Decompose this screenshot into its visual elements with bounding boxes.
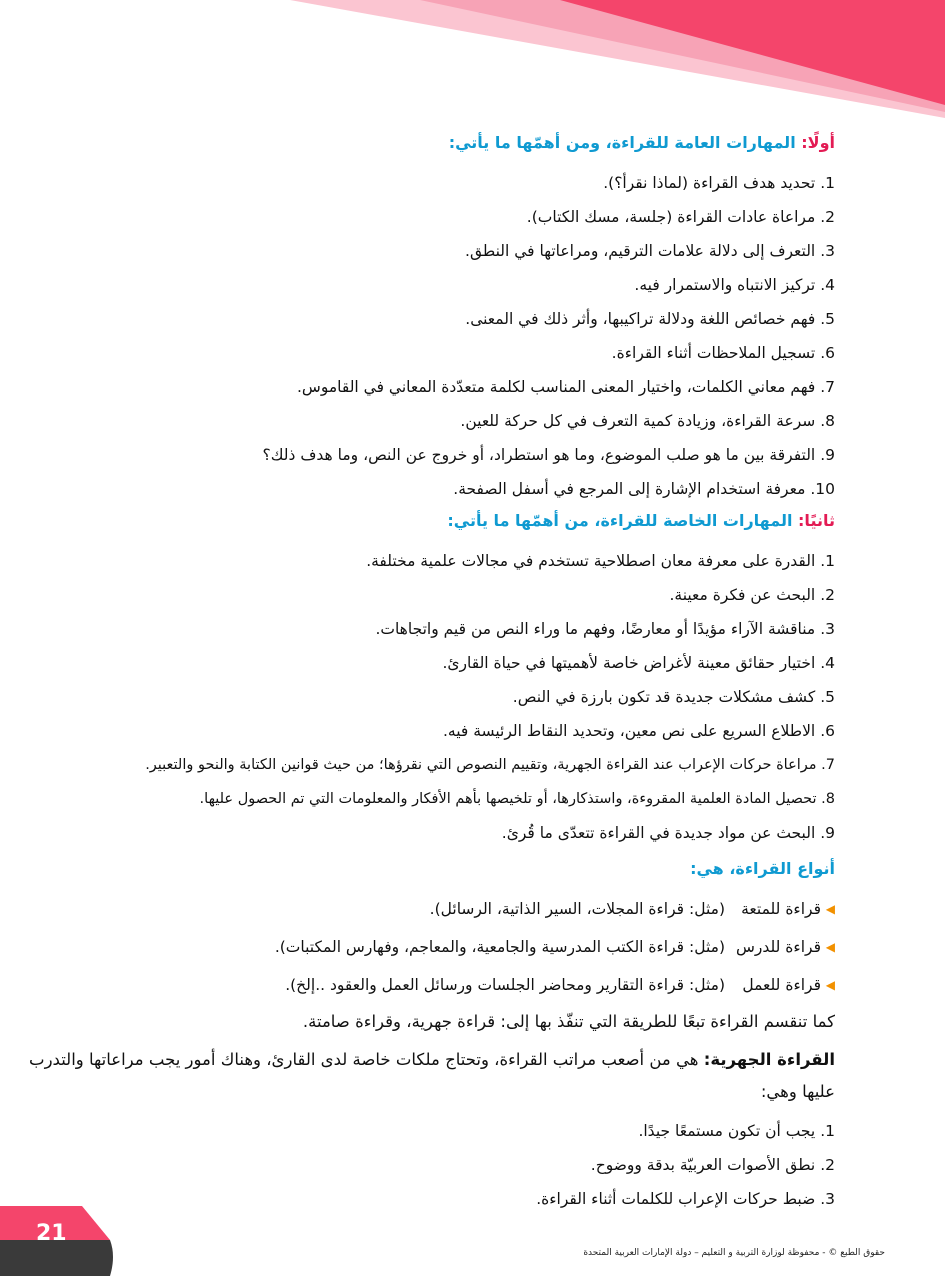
list-item: 7. فهم معاني الكلمات، واختيار المعنى المناسب لكلمة متعدّدة المعاني في القاموس. (296, 378, 835, 396)
list-item: 2. البحث عن فكرة معينة. (669, 586, 835, 604)
list-item: ◀ قراءة للمتعة(مثل: قراءة المجلات، السير الذاتية، الرسائل). (60, 890, 835, 928)
list-item: 9. البحث عن مواد جديدة في القراءة تتعدّى ما قُرئ. (501, 824, 835, 842)
footer-decoration (0, 1206, 945, 1276)
reading-types-list (60, 890, 835, 1004)
section-special-title: المهارات الخاصة للقراءة، من أهمّها ما يأتي: (447, 511, 793, 530)
list-item: 5. فهم خصائص اللغة ودلالة تراكيبها، وأثر ذلك في المعنى. (465, 310, 835, 328)
list-item: 1. القدرة على معرفة معان اصطلاحية تستخدم في مجالات علمية مختلفة. (366, 552, 835, 570)
loud-reading-lead: القراءة الجهرية: (703, 1050, 835, 1069)
triangle-bullet-icon: ◀ (825, 940, 835, 954)
reading-types-heading: أنواع القراءة، هي: (690, 859, 835, 878)
list-item: 5. كشف مشكلات جديدة قد تكون بارزة في النص. (512, 688, 835, 706)
list-item: 6. الاطلاع السريع على نص معين، وتحديد النقاط الرئيسة فيه. (442, 722, 835, 740)
loud-reading-text: هي من أصعب مراتب القراءة، وتحتاج ملكات خاصة لدى القارئ، وهناك أمور يجب مراعاتها والتدرب عليها وهي: (29, 1050, 835, 1101)
list-item: 2. نطق الأصوات العربيّة بدقة ووضوح. (590, 1156, 835, 1174)
triangle-bullet-icon: ◀ (825, 978, 835, 992)
loud-reading-list (60, 1114, 835, 1216)
split-sentence: كما تنقسم القراءة تبعًا للطريقة التي تنفّذ بها إلى: قراءة جهرية، وقراءة صامتة. (302, 1012, 835, 1031)
special-skills-list (60, 544, 835, 850)
section-general-title: المهارات العامة للقراءة، ومن أهمّها ما يأتي: (448, 133, 796, 152)
list-item: 6. تسجيل الملاحظات أثناء القراءة. (611, 344, 835, 362)
page-content (29, 128, 835, 1216)
list-item: 2. مراعاة عادات القراءة (جلسة، مسك الكتاب). (526, 208, 835, 226)
loud-reading-paragraph (10, 1044, 835, 1108)
list-item: 7. مراعاة حركات الإعراب عند القراءة الجهرية، وتقييم النصوص التي نقرؤها؛ من حيث قوانين الكتابة والنحو والتعبير. (145, 757, 835, 773)
section-special-prefix: ثانيًا: (798, 511, 835, 530)
header-decoration (0, 0, 945, 130)
triangle-bullet-icon: ◀ (825, 902, 835, 916)
list-item: 3. ضبط حركات الإعراب للكلمات أثناء القراءة. (536, 1190, 835, 1208)
list-item: 3. مناقشة الآراء مؤيدًا أو معارضًا، وفهم ما وراء النص من قيم واتجاهات. (375, 620, 835, 638)
list-item: 10. معرفة استخدام الإشارة إلى المرجع في أسفل الصفحة. (453, 480, 835, 498)
section-special-heading (60, 506, 835, 536)
page-number: 21 (36, 1221, 67, 1246)
general-skills-list (60, 166, 835, 506)
list-item: 4. تركيز الانتباه والاستمرار فيه. (634, 276, 835, 294)
section-general-prefix: أولًا: (801, 133, 835, 152)
list-item: 1. يجب أن تكون مستمعًا جيدًا. (638, 1122, 835, 1140)
list-item: 3. التعرف إلى دلالة علامات الترقيم، ومراعاتها في النطق. (465, 242, 835, 260)
copyright-text: حقوق الطبع © - محفوظة لوزارة التربية و التعليم – دولة الإمارات العربية المتحدة (583, 1248, 885, 1258)
list-item: 1. تحديد هدف القراءة (لماذا نقرأ؟). (603, 174, 835, 192)
list-item: 4. اختيار حقائق معينة لأغراض خاصة لأهميتها في حياة القارئ. (442, 654, 835, 672)
list-item: 9. التفرقة بين ما هو صلب الموضوع، وما هو استطراد، أو خروج عن النص، وما هدف ذلك؟ (262, 446, 835, 464)
section-general-heading (60, 128, 835, 158)
list-item: 8. سرعة القراءة، وزيادة كمية التعرف في كل حركة للعين. (460, 412, 835, 430)
list-item: ◀ قراءة للدرس(مثل: قراءة الكتب المدرسية والجامعية، والمعاجم، وفهارس المكتبات). (60, 928, 835, 966)
list-item: ◀ قراءة للعمل(مثل: قراءة التقارير ومحاضر الجلسات ورسائل العمل والعقود ..إلخ). (60, 966, 835, 1004)
list-item: 8. تحصيل المادة العلمية المقروءة، واستذكارها، أو تلخيصها بأهم الأفكار والمعلومات التي تم الحصول عليها. (199, 791, 835, 807)
